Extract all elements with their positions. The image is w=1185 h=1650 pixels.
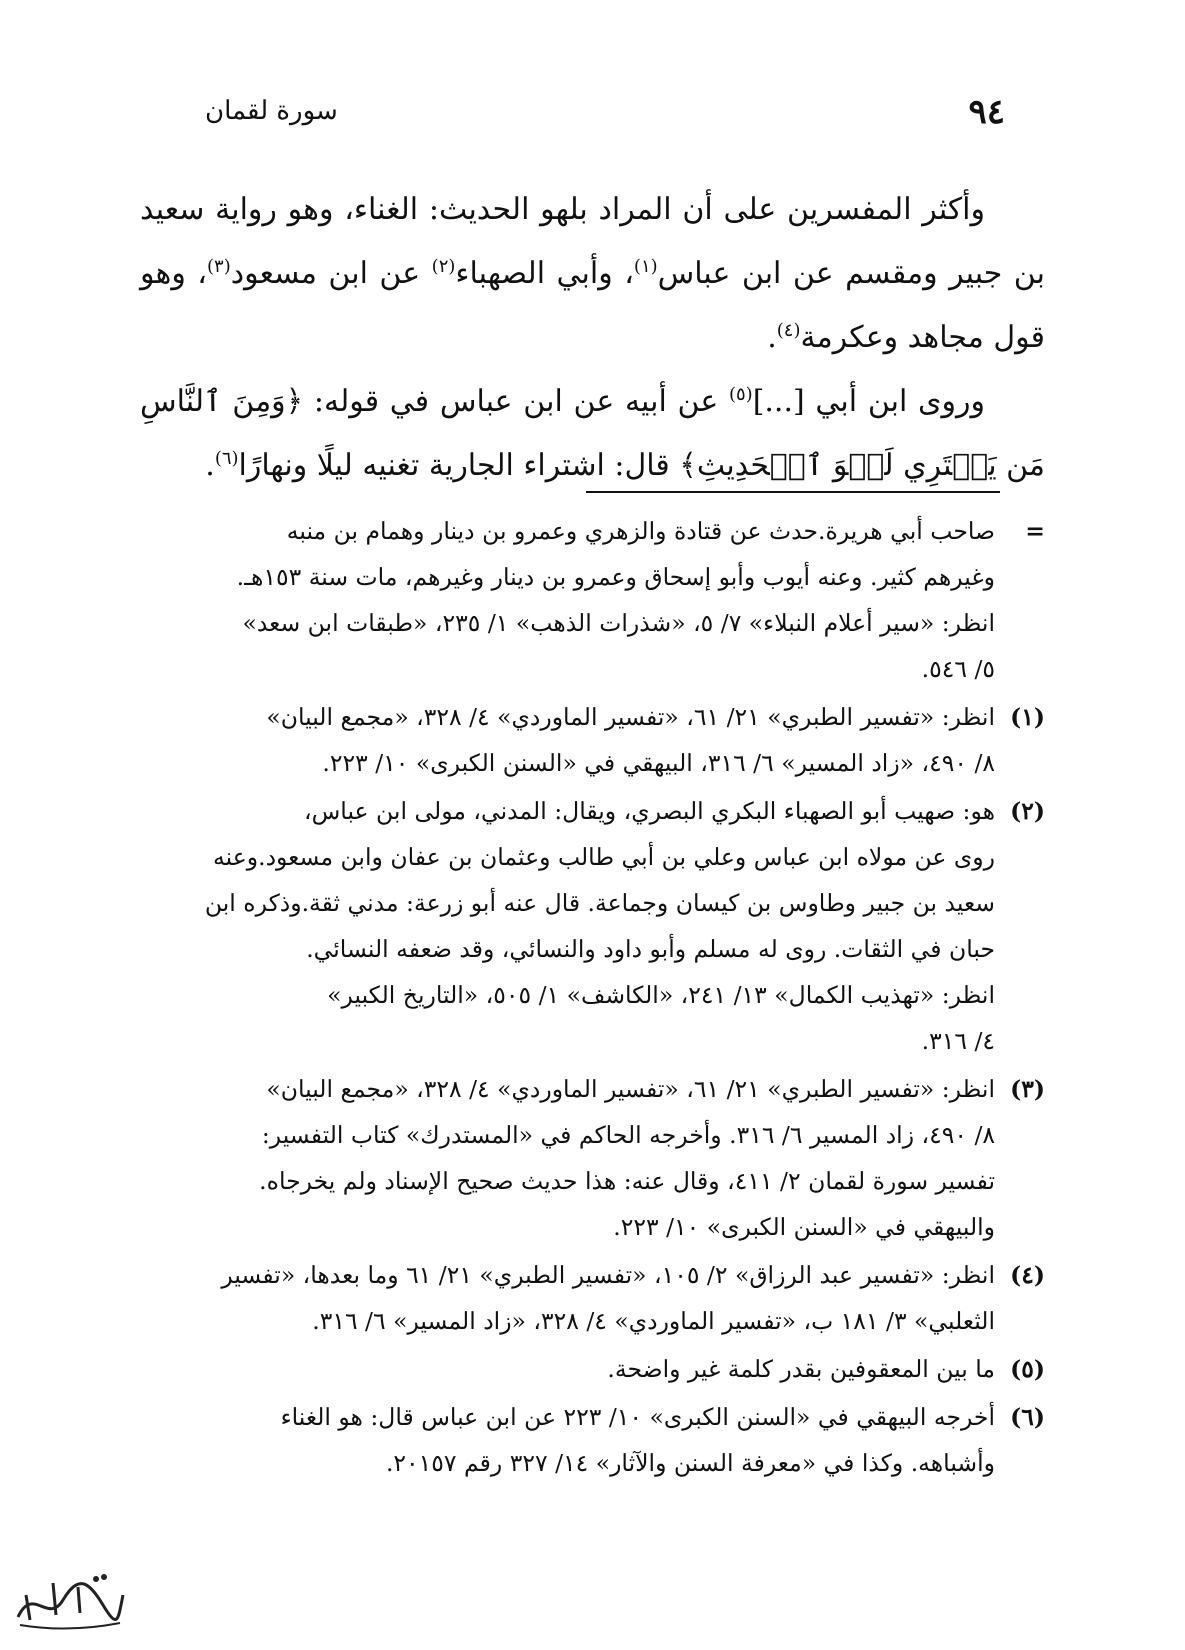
footnote-body [140,788,995,1064]
footnote-2 [140,788,1045,1064]
footnote-ref-2[interactable]: (٢) [431,256,456,277]
text-segment: . [767,320,777,355]
text-segment: عن ابن مسعود [230,256,432,291]
footnote-line: والبيهقي في «السنن الكبرى» ١٠/ ٢٢٣. [613,1213,995,1241]
footnote-body [140,1252,995,1344]
footnote-line: ٨/ ٤٩٠، «زاد المسير» ٦/ ٣١٦، البيهقي في «السنن الكبرى» ١٠/ ٢٢٣. [322,749,995,777]
paragraph-1 [140,178,1045,370]
footnote-line: ٨/ ٤٩٠، زاد المسير ٦/ ٣١٦. وأخرجه الحاكم في «المستدرك» كتاب التفسير: [261,1121,995,1149]
footnote-ref-6[interactable]: (٦) [214,448,239,469]
footnote-marker: (٤) [1010,1261,1045,1289]
footnote-body [140,1346,995,1392]
footnote-5 [140,1346,1045,1392]
text-segment: عن أبيه عن ابن عباس في قوله: ﴿وَمِنَ ٱلنَّاسِ مَن يَشۡتَرِي لَهۡوَ ٱلۡحَدِيثِ﴾ قال: اشتراء الجارية تغنيه ليلًا ونهارًا [140,384,1045,483]
footnote-line: انظر: «سير أعلام النبلاء» ٧/ ٥، «شذرات الذهب» ١/ ٢٣٥، «طبقات ابن سعد» [242,609,995,637]
footnote-separator [586,491,1000,493]
footnote-line: أخرجه البيهقي في «السنن الكبرى» ١٠/ ٢٢٣ عن ابن عباس قال: هو الغناء [280,1403,995,1431]
footnote-marker: (١) [1010,703,1045,731]
running-title: سورة لقمان [205,96,338,126]
footnote-line: ما بين المعقوفين بقدر كلمة غير واضحة. [607,1355,995,1383]
text-segment: ، وهو قول مجاهد وعكرمة [140,256,1045,355]
footnote-line: هو: صهيب أبو الصهباء البكري البصري، ويقال: المدني، مولى ابن عباس، [304,797,995,825]
page-number: ٩٤ [968,92,1005,132]
page-header [205,92,1005,142]
footnote-ref-1[interactable]: (١) [633,256,658,277]
footnote-marker: (٦) [1010,1403,1045,1431]
footnote-body [140,1066,995,1250]
footnotes [140,508,1045,1488]
text-segment: ، وأبي الصهباء [455,256,634,291]
footnote-line: انظر: «تهذيب الكمال» ١٣/ ٢٤١، «الكاشف» ١/ ٥٠٥، «التاريخ الكبير» [327,981,995,1009]
footnote-line: ٤/ ٣١٦. [921,1027,995,1055]
footnote-marker: (٣) [1010,1075,1045,1103]
footnote-marker: = [1025,517,1045,545]
footnote-line: انظر: «تفسير الطبري» ٢١/ ٦١، «تفسير الماوردي» ٤/ ٣٢٨، «مجمع البيان» [266,1075,995,1103]
footnote-body [140,508,995,692]
text-segment: . [205,448,215,483]
paragraph-2 [140,370,1045,498]
footnote-marker: (٢) [1010,797,1045,825]
footnote-body [140,694,995,786]
footnote-line: حبان في الثقات. روى له مسلم وأبو داود والنسائي، وقد ضعفه النسائي. [306,935,995,963]
footnote-marker: (٥) [1010,1355,1045,1383]
footnote-3 [140,1066,1045,1250]
text-segment: وروى ابن أبي [...] [752,384,985,419]
calligraphy-logo-icon [8,1565,128,1635]
footnote-line: انظر: «تفسير الطبري» ٢١/ ٦١، «تفسير الماوردي» ٤/ ٣٢٨، «مجمع البيان» [266,703,995,731]
logo-graphic [8,1565,128,1635]
footnote-line: سعيد بن جبير وطاوس بن كيسان وجماعة. قال عنه أبو زرعة: مدني ثقة.وذكره ابن [204,889,995,917]
footnote-line: صاحب أبي هريرة.حدث عن قتادة والزهري وعمرو بن دينار وهمام بن منبه [286,517,995,545]
footnote-continuation [140,508,1045,692]
main-text [140,178,1045,498]
footnote-line: ٥/ ٥٤٦. [921,655,995,683]
footnote-line: روى عن مولاه ابن عباس وعلي بن أبي طالب وعثمان بن عفان وابن مسعود.وعنه [213,843,995,871]
footnote-ref-5[interactable]: (٥) [728,384,753,405]
footnote-line: انظر: «تفسير عبد الرزاق» ٢/ ١٠٥، «تفسير الطبري» ٢١/ ٦١ وما بعدها، «تفسير [221,1261,995,1289]
footnote-ref-3[interactable]: (٣) [207,256,231,277]
footnote-line: وأشباهه. وكذا في «معرفة السنن والآثار» ١٤/ ٣٢٧ رقم ٢٠١٥٧. [385,1449,995,1477]
footnote-line: الثعلبي» ٣/ ١٨١ ب، «تفسير الماوردي» ٤/ ٣٢٨، «زاد المسير» ٦/ ٣١٦. [312,1307,995,1335]
text-segment: وأكثر المفسرين على أن المراد بلهو الحديث: الغناء، وهو رواية سعيد بن جبير ومقسم عن ابن عباس [140,192,1045,291]
footnote-line: تفسير سورة لقمان ٢/ ٤١١، وقال عنه: هذا حديث صحيح الإسناد ولم يخرجاه. [259,1167,995,1195]
footnote-4 [140,1252,1045,1344]
footnote-6 [140,1394,1045,1486]
footnote-1 [140,694,1045,786]
footnote-line: وغيرهم كثير. وعنه أيوب وأبو إسحاق وعمرو بن دينار وغيرهم، مات سنة ١٥٣هـ. [236,563,995,591]
footnote-body [140,1394,995,1486]
footnote-ref-4[interactable]: (٤) [776,320,801,341]
